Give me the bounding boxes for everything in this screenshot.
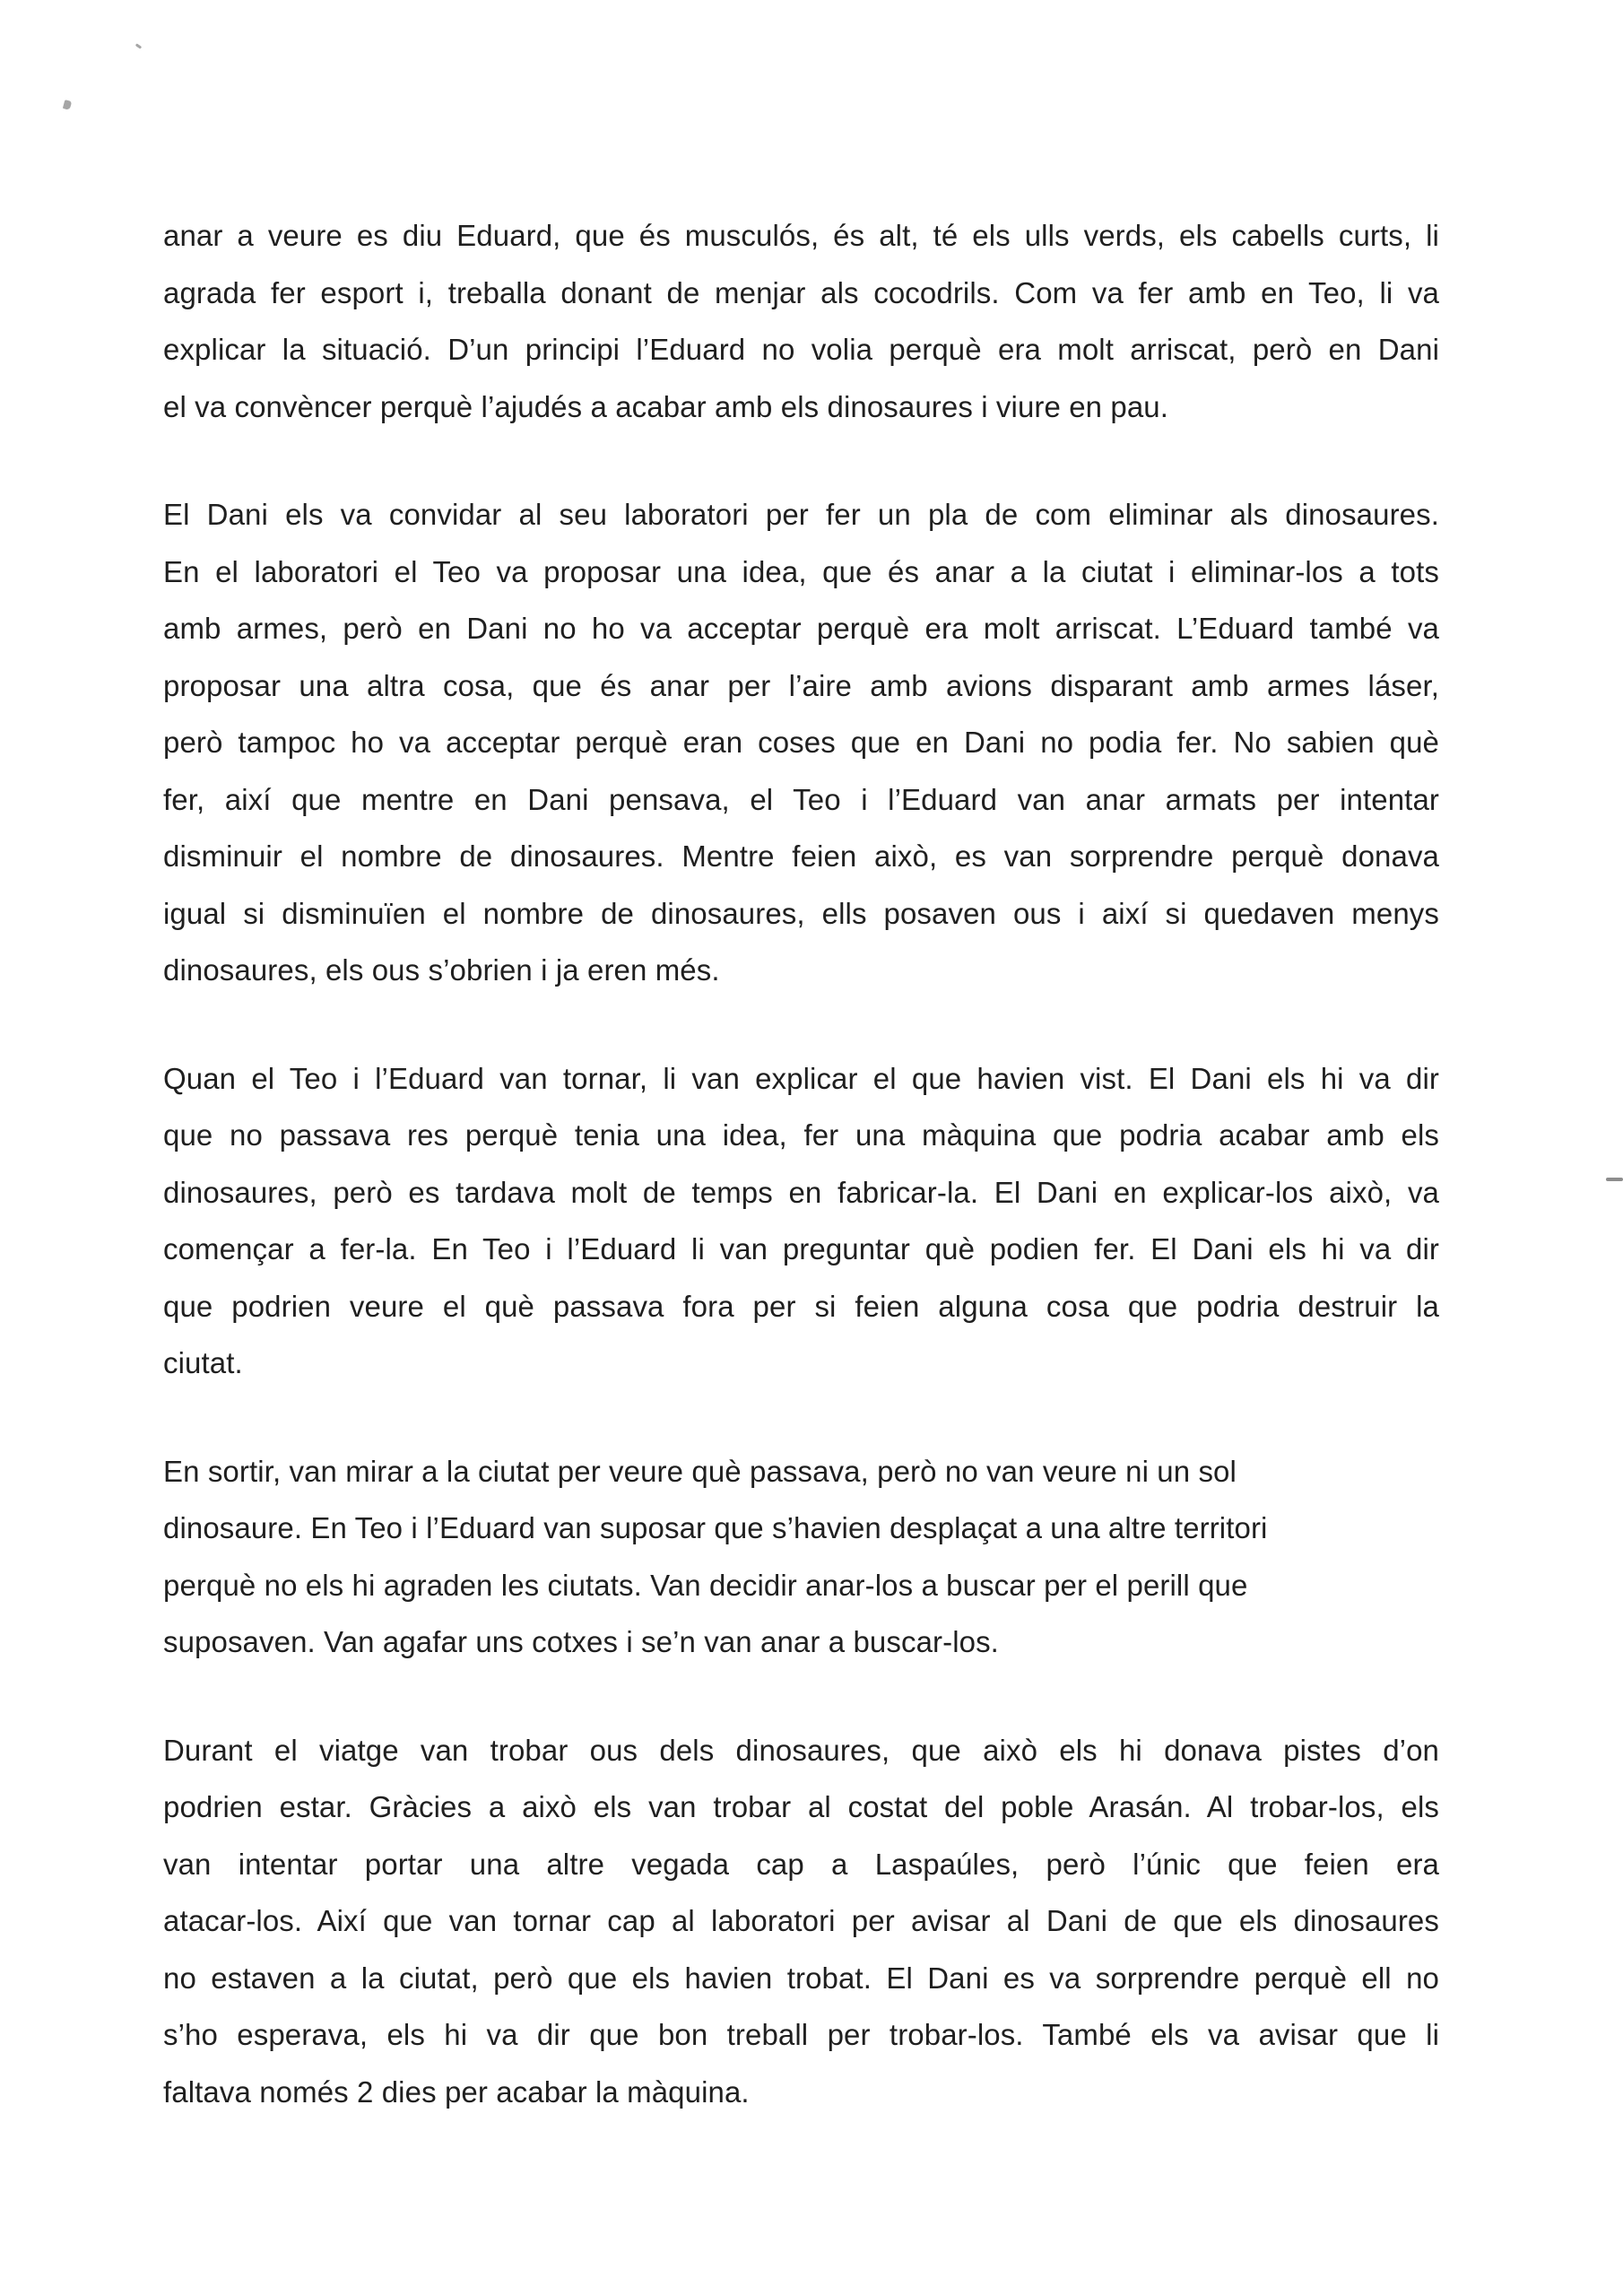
text-line: dinosaure. En Teo i l’Eduard van suposar que s’havien desplaçat a una altre territori: [163, 1511, 1268, 1544]
text-line: ciutat.: [163, 1346, 243, 1379]
text-line: van intentar portar una altre vegada cap a Laspaúles, però l’únic que feien era: [163, 1847, 1439, 1881]
text-line: dinosaures, però es tardava molt de temps en fabricar-la. El Dani en explicar-los això, va: [163, 1175, 1439, 1209]
document-body: [163, 207, 1439, 2120]
text-line: disminuir el nombre de dinosaures. Mentre feien això, es van sorprendre perquè donava: [163, 839, 1439, 873]
paragraph: [163, 207, 1439, 435]
text-line: atacar-los. Així que van tornar cap al laboratori per avisar al Dani de que els dinosaures: [163, 1904, 1439, 1937]
text-line: suposaven. Van agafar uns cotxes i se’n van anar a buscar-los.: [163, 1625, 999, 1658]
scan-speck: [63, 100, 72, 110]
paragraph: [163, 1443, 1439, 1671]
scan-speck: [135, 43, 142, 48]
text-line: que podrien veure el què passava fora per si feien alguna cosa que podria destruir la: [163, 1289, 1439, 1323]
text-line: En sortir, van mirar a la ciutat per veure què passava, però no van veure ni un sol: [163, 1454, 1237, 1488]
text-line: fer, així que mentre en Dani pensava, el Teo i l’Eduard van anar armats per intentar: [163, 782, 1439, 816]
text-line: explicar la situació. D’un principi l’Eduard no volia perquè era molt arriscat, però en Dani: [163, 333, 1439, 366]
text-line: En el laboratori el Teo va proposar una idea, que és anar a la ciutat i eliminar-los a tots: [163, 554, 1439, 588]
text-line: proposar una altra cosa, que és anar per l’aire amb avions disparant amb armes láser,: [163, 668, 1439, 702]
text-line: agrada fer esport i, treballa donant de menjar als cocodrils. Com va fer amb en Teo, li va: [163, 275, 1439, 309]
text-line: el va convèncer perquè l’ajudés a acabar amb els dinosaures i viure en pau.: [163, 389, 1169, 423]
text-line: faltava només 2 dies per acabar la màquina.: [163, 2074, 750, 2109]
text-line: igual si disminuïen el nombre de dinosaures, ells posaven ous i així si quedaven menys: [163, 896, 1439, 930]
text-line: però tampoc ho va acceptar perquè eran coses que en Dani no podia fer. No sabien què: [163, 726, 1439, 759]
paragraph: [163, 486, 1439, 999]
text-line: perquè no els hi agraden les ciutats. Van decidir anar-los a buscar per el perill que: [163, 1568, 1248, 1602]
text-line: amb armes, però en Dani no ho va acceptar perquè era molt arriscat. L’Eduard també va: [163, 612, 1439, 645]
text-line: que no passava res perquè tenia una idea, fer una màquina que podria acabar amb els: [163, 1118, 1439, 1152]
text-line: podrien estar. Gràcies a això els van trobar al costat del poble Arasán. Al trobar-los, els: [163, 1790, 1439, 1823]
text-line: s’ho esperava, els hi va dir que bon treball per trobar-los. També els va avisar que li: [163, 2018, 1439, 2051]
text-line: començar a fer-la. En Teo i l’Eduard li van preguntar què podien fer. El Dani els hi va dir: [163, 1232, 1439, 1265]
text-line: anar a veure es diu Eduard, que és musculós, és alt, té els ulls verds, els cabells curts, li: [163, 219, 1439, 252]
paragraph: [163, 1722, 1439, 2121]
paragraph: [163, 1050, 1439, 1392]
text-line: El Dani els va convidar al seu laboratori per fer un pla de com eliminar als dinosaures.: [163, 498, 1439, 531]
text-line: Quan el Teo i l’Eduard van tornar, li van explicar el que havien vist. El Dani els hi va dir: [163, 1061, 1439, 1095]
right-margin-dash: [1606, 1178, 1623, 1181]
text-line: no estaven a la ciutat, però que els havien trobat. El Dani es va sorprendre perquè ell no: [163, 1961, 1439, 1995]
text-line: Durant el viatge van trobar ous dels dinosaures, que això els hi donava pistes d’on: [163, 1733, 1439, 1767]
text-line: dinosaures, els ous s’obrien i ja eren més.: [163, 953, 720, 987]
